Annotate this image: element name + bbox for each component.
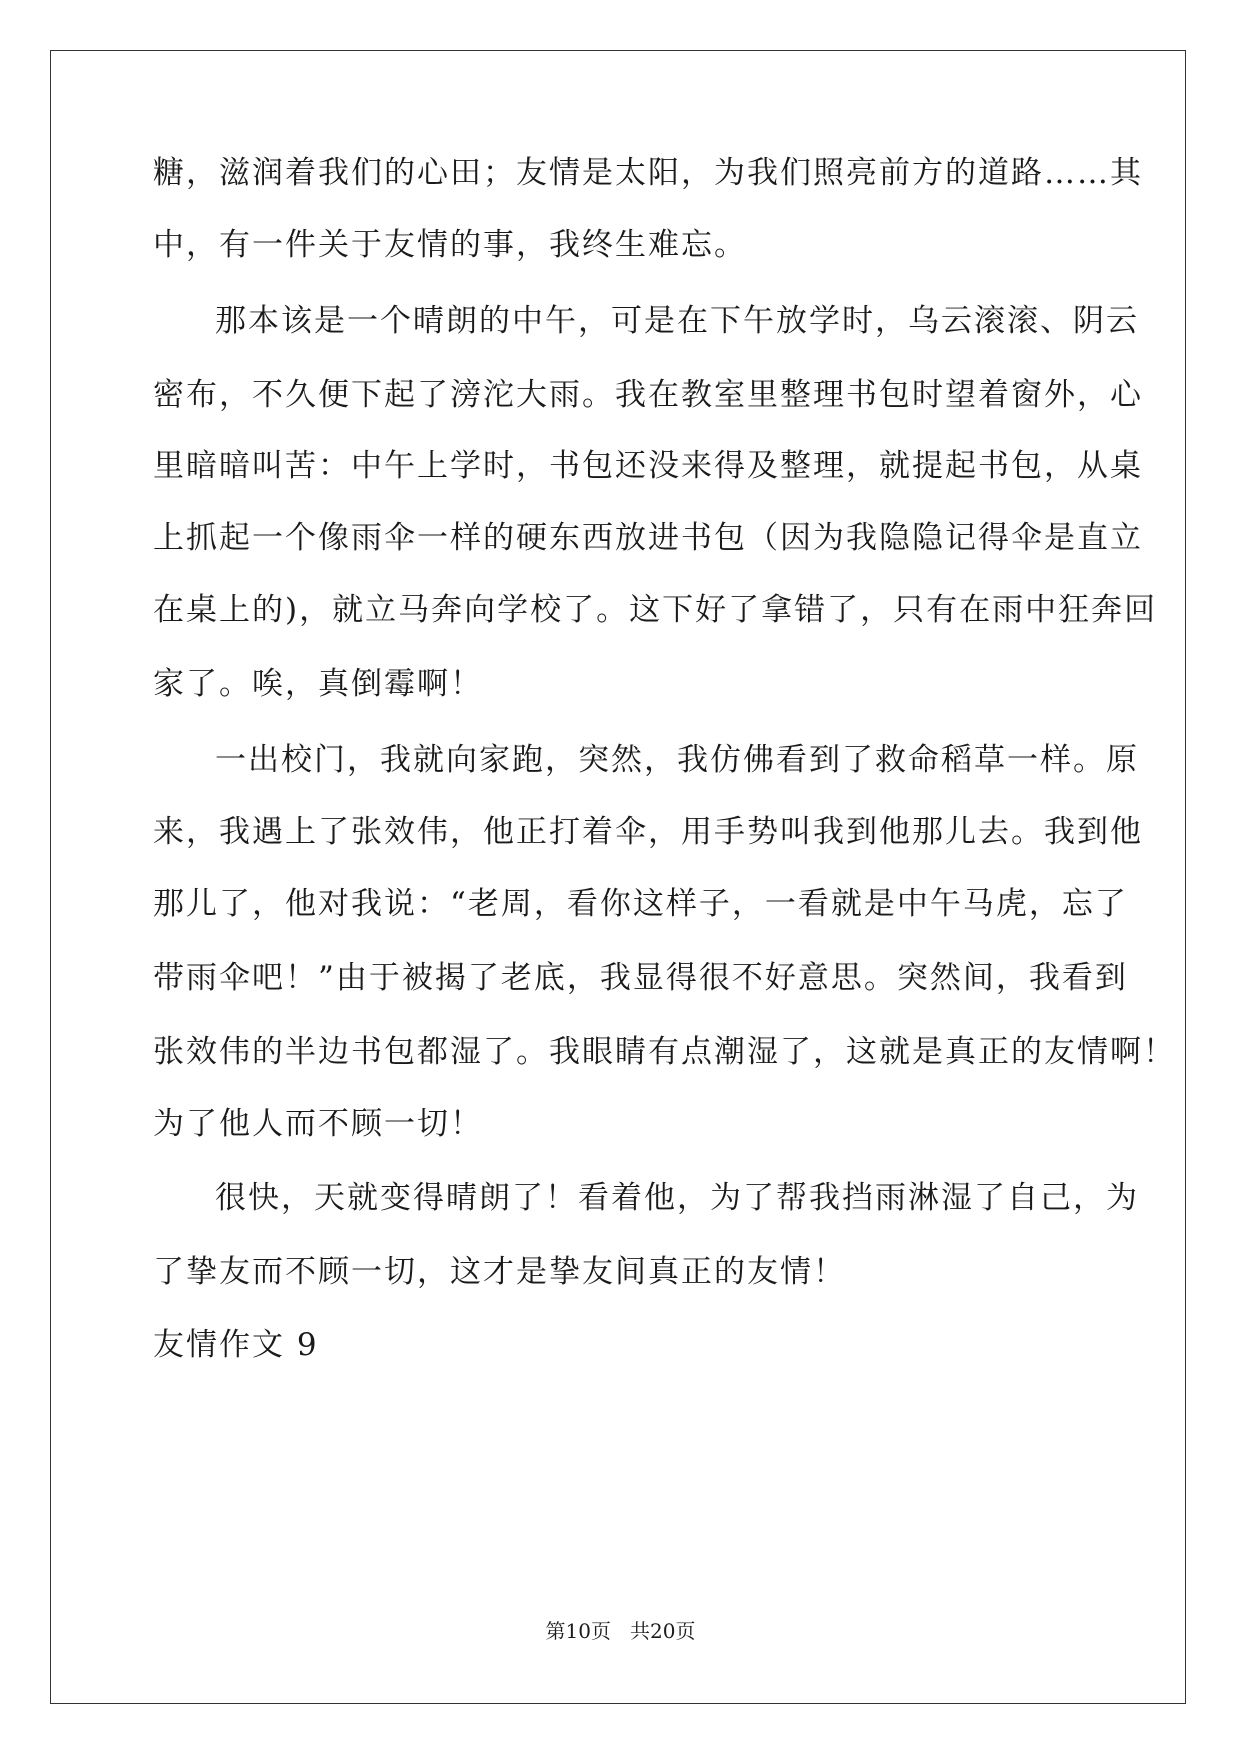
paragraph-line: 为了他人而不顾一切！ xyxy=(153,1106,483,1142)
paragraph-line: 密布，不久便下起了滂沱大雨。我在教室里整理书包时望着窗外，心 xyxy=(153,377,1143,413)
paragraph-line: 里暗暗叫苦：中午上学时，书包还没来得及整理，就提起书包，从桌 xyxy=(153,448,1143,484)
paragraph-line: 带雨伞吧！”由于被揭了老底，我显得很不好意思。突然间，我看到 xyxy=(153,960,1128,996)
paragraph-line: 那儿了，他对我说：“老周，看你这样子，一看就是中午马虎，忘了 xyxy=(153,886,1128,922)
paragraph-line: 一出校门，我就向家跑，突然，我仿佛看到了救命稻草一样。原 xyxy=(215,742,1139,778)
paragraph-line: 在桌上的)，就立马奔向学校了。这下好了拿错了，只有在雨中狂奔回 xyxy=(153,592,1158,628)
paragraph-line: 很快，天就变得晴朗了！看着他，为了帮我挡雨淋湿了自己，为 xyxy=(215,1180,1139,1216)
paragraph-line: 糖，滋润着我们的心田；友情是太阳，为我们照亮前方的道路……其 xyxy=(153,155,1143,191)
page-number-footer: 第10页 共20页 xyxy=(545,1619,696,1643)
section-heading: 友情作文 9 xyxy=(153,1327,319,1363)
paragraph-line: 那本该是一个晴朗的中午，可是在下午放学时，乌云滚滚、阴云 xyxy=(215,303,1139,339)
page-border xyxy=(50,50,1186,1704)
paragraph-line: 中，有一件关于友情的事，我终生难忘。 xyxy=(153,227,747,263)
paragraph-line: 上抓起一个像雨伞一样的硬东西放进书包（因为我隐隐记得伞是直立 xyxy=(153,520,1143,556)
paragraph-line: 来，我遇上了张效伟，他正打着伞，用手势叫我到他那儿去。我到他 xyxy=(153,814,1143,850)
paragraph-line: 张效伟的半边书包都湿了。我眼睛有点潮湿了，这就是真正的友情啊！ xyxy=(153,1034,1176,1070)
paragraph-line: 家了。唉，真倒霉啊！ xyxy=(153,666,483,702)
paragraph-line: 了挚友而不顾一切，这才是挚友间真正的友情！ xyxy=(153,1254,846,1290)
